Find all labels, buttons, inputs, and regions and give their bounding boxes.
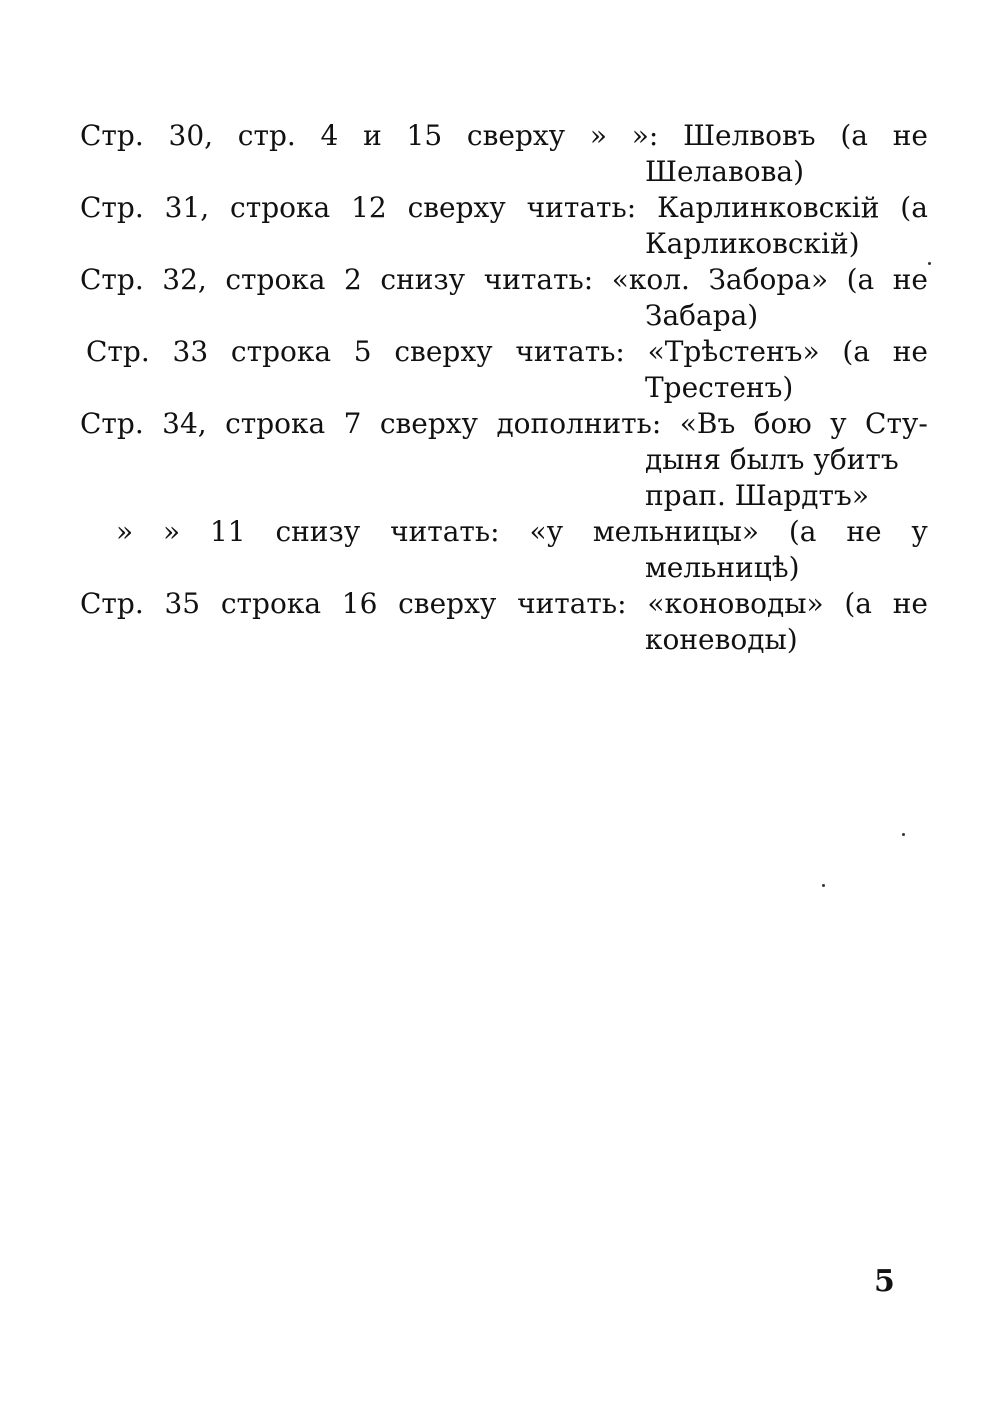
errata-word: читать: — [526, 191, 637, 224]
errata-entry — [80, 514, 928, 586]
errata-word: снизу — [380, 263, 466, 296]
errata-word: читать: — [483, 263, 594, 296]
errata-word: «у — [529, 515, 564, 548]
errata-word: 7 — [343, 407, 362, 440]
errata-word: у — [830, 407, 847, 440]
errata-entry — [80, 334, 928, 406]
errata-word: строка — [225, 407, 326, 440]
errata-word: не — [892, 587, 928, 620]
print-speck — [902, 833, 905, 836]
errata-word: Стр. — [80, 119, 144, 152]
errata-entry — [80, 586, 928, 658]
errata-word: (а — [844, 587, 872, 620]
errata-word: не — [892, 335, 928, 368]
errata-word: Стр. — [86, 335, 150, 368]
errata-word: » — [162, 515, 181, 548]
errata-word: » — [589, 119, 608, 152]
errata-first-line — [80, 118, 928, 154]
errata-first-line — [80, 262, 928, 298]
errata-entry — [80, 190, 928, 262]
errata-entry — [80, 406, 928, 514]
errata-first-line — [80, 190, 928, 226]
errata-word: сверху — [407, 191, 506, 224]
page-number: 5 — [874, 1264, 895, 1299]
errata-word: 4 — [320, 119, 339, 152]
errata-word: снизу — [275, 515, 361, 548]
errata-word: Стр. — [80, 407, 144, 440]
errata-word: (а — [788, 515, 817, 548]
errata-first-line — [80, 406, 928, 442]
errata-continuation: дыня былъ убитъ — [645, 443, 899, 476]
errata-word: »: — [631, 119, 659, 152]
errata-word: 32, — [162, 263, 207, 296]
errata-word: сверху — [379, 407, 479, 440]
errata-word: у — [911, 515, 928, 548]
errata-word: 12 — [351, 191, 387, 224]
errata-word: 5 — [353, 335, 372, 368]
errata-word: строка — [225, 263, 326, 296]
errata-continuation: Шелавова) — [645, 155, 805, 188]
errata-word: сверху — [394, 335, 493, 368]
errata-continuation: мельницѣ) — [645, 551, 800, 584]
print-speck — [928, 262, 931, 265]
errata-word: «Въ — [679, 407, 736, 440]
errata-word: (а — [900, 191, 928, 224]
errata-word: Стр. — [80, 587, 144, 620]
errata-continuation: Забара) — [645, 299, 759, 332]
errata-entry — [80, 118, 928, 190]
errata-word: Стр. — [80, 263, 144, 296]
errata-word: сверху — [466, 119, 566, 152]
errata-word: 35 — [164, 587, 201, 620]
errata-word: читать: — [390, 515, 500, 548]
errata-word: (а — [846, 263, 875, 296]
errata-word: «Трѣстенъ» — [647, 335, 820, 368]
errata-first-line — [80, 514, 928, 550]
errata-list — [80, 118, 928, 658]
errata-word: 34, — [162, 407, 207, 440]
errata-word: и — [363, 119, 382, 152]
errata-word: читать: — [515, 335, 625, 368]
errata-word: 16 — [341, 587, 378, 620]
errata-first-line — [80, 334, 928, 370]
errata-word: дополнить: — [496, 407, 662, 440]
errata-word: строка — [230, 335, 332, 368]
errata-word: 33 — [172, 335, 209, 368]
errata-word: строка — [220, 587, 322, 620]
errata-word: 11 — [209, 515, 246, 548]
errata-word: 15 — [406, 119, 443, 152]
errata-word: Карлинковскій — [657, 191, 880, 224]
errata-word: сверху — [398, 587, 497, 620]
errata-word: Забора» — [708, 263, 829, 296]
errata-word: стр. — [237, 119, 296, 152]
errata-continuation: Карликовскій) — [645, 227, 860, 260]
errata-word: (а — [840, 119, 868, 152]
errata-word: Сту- — [865, 407, 928, 440]
errata-word: 2 — [344, 263, 362, 296]
errata-first-line — [80, 586, 928, 622]
errata-word: бою — [753, 407, 812, 440]
errata-word: Шелвовъ — [683, 119, 816, 152]
errata-word: 30, — [168, 119, 214, 152]
errata-word: читать: — [517, 587, 627, 620]
errata-word: Стр. — [80, 191, 144, 224]
errata-word: строка — [230, 191, 331, 224]
errata-word: не — [892, 263, 928, 296]
errata-continuation: коневоды) — [645, 623, 798, 656]
errata-word: «кол. — [611, 263, 690, 296]
errata-word: 31, — [164, 191, 210, 224]
errata-continuation: Трестенъ) — [645, 371, 794, 404]
errata-word: не — [892, 119, 928, 152]
errata-word: (а — [842, 335, 870, 368]
print-speck — [822, 884, 825, 887]
errata-entry — [80, 262, 928, 334]
errata-word: «коноводы» — [647, 587, 824, 620]
errata-word: » — [116, 515, 134, 548]
errata-word: не — [846, 515, 882, 548]
errata-word: мельницы» — [592, 515, 760, 548]
errata-continuation: прап. Шардтъ» — [645, 479, 869, 512]
